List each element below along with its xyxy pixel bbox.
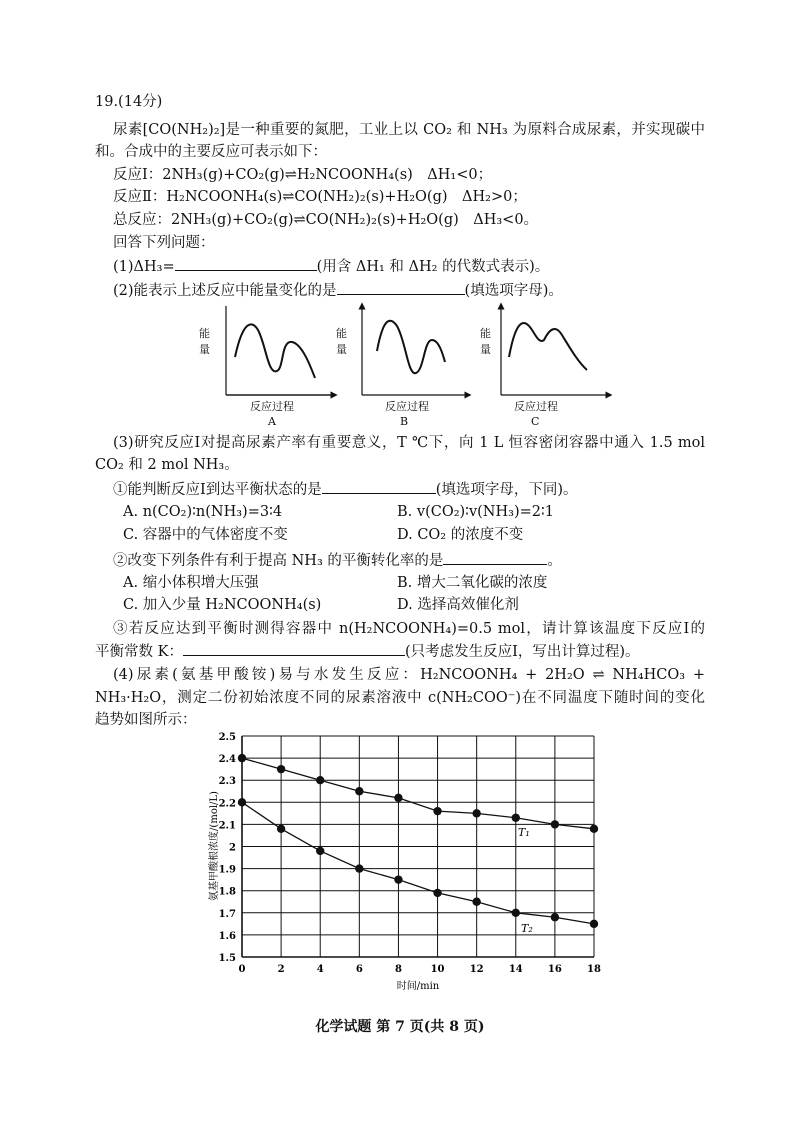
x-tick-label: 4 xyxy=(316,964,324,975)
reaction-1: 反应Ⅰ：2NH₃(g)+CO₂(g)⇌H₂NCOONH₄(s) ΔH₁<0； xyxy=(113,167,493,183)
x-tick-label: 12 xyxy=(469,964,484,975)
q2-option-a: A. 缩小体积增大压强 xyxy=(123,575,259,591)
x-tick-label: 8 xyxy=(394,964,402,975)
part4-line-2: NH₃·H₂O，测定二份初始浓度不同的尿素溶液中 c(NH₂COO⁻)在不同温度下随时间的变化 xyxy=(95,690,705,706)
data-point-series-2 xyxy=(512,909,520,917)
q2-option-b: B. 增大二氧化碳的浓度 xyxy=(397,575,548,591)
part4-line-1: (4)尿素(氨基甲酸铵)易与水发生反应：H₂NCOONH₄ + 2H₂O ⇌ NH₄HCO₃ + xyxy=(113,667,705,683)
x-tick-label: 6 xyxy=(355,964,363,975)
part1-pre: (1)ΔH₃= xyxy=(113,259,175,275)
data-point-series-1 xyxy=(355,787,363,795)
x-tick-label: 16 xyxy=(547,964,562,975)
data-point-series-2 xyxy=(590,920,598,928)
energy-option-b: B xyxy=(400,415,409,428)
part2-post: (填选项字母)。 xyxy=(464,283,563,299)
series-line-1 xyxy=(242,758,594,829)
energy-x-label-b: 反应过程 xyxy=(385,400,429,413)
y-tick-label: 2.3 xyxy=(218,776,236,788)
reaction-2: 反应Ⅱ：H₂NCOONH₄(s)⇌CO(NH₂)₂(s)+H₂O(g) ΔH₂>0； xyxy=(113,189,527,205)
x-tick-label: 18 xyxy=(587,964,601,975)
series-line-2 xyxy=(242,802,594,924)
x-tick-label: 10 xyxy=(430,964,445,975)
page-footer: 化学试题 第 7 页(共 8 页) xyxy=(315,1019,485,1035)
series-label-t1: T₁ xyxy=(518,826,530,839)
energy-x-label-c: 反应过程 xyxy=(514,400,558,413)
reaction-total: 总反应：2NH₃(g)+CO₂(g)⇌CO(NH₂)₂(s)+H₂O(g) ΔH₃<0。 xyxy=(113,212,539,228)
data-point-series-1 xyxy=(394,794,402,802)
q3-line-1: ③若反应达到平衡时测得容器中 n(H₂NCOONH₄)=0.5 mol，请计算该温度下反应Ⅰ的 xyxy=(113,621,705,637)
data-point-series-1 xyxy=(316,776,324,784)
y-tick-label: 1.6 xyxy=(218,930,236,942)
energy-option-c: C xyxy=(531,415,540,428)
data-point-series-2 xyxy=(277,825,285,833)
part1-post: (用含 ΔH₁ 和 ΔH₂ 的代数式表示)。 xyxy=(316,259,550,275)
q1-post: (填选项字母，下同)。 xyxy=(435,482,578,498)
q3-post: (只考虑发生反应Ⅰ，写出计算过程)。 xyxy=(404,644,640,660)
y-tick-label: 1.7 xyxy=(218,908,236,920)
data-point-series-1 xyxy=(551,820,559,828)
y-tick-label: 1.9 xyxy=(218,864,236,876)
q2-option-c: C. 加入少量 H₂NCOONH₄(s) xyxy=(123,597,322,613)
x-axis-label: 时间/min xyxy=(396,981,440,992)
energy-y-label-a: 能量 xyxy=(199,327,210,356)
q1-option-a: A. n(CO₂)∶n(NH₃)=3∶4 xyxy=(123,504,283,520)
energy-option-a: A xyxy=(268,415,276,428)
y-tick-label: 1.8 xyxy=(218,886,236,898)
data-point-series-2 xyxy=(551,913,559,921)
question-number: 19.(14分) xyxy=(95,94,163,110)
x-tick-label: 14 xyxy=(508,964,523,975)
y-tick-label: 2 xyxy=(229,842,236,854)
q1-option-d: D. CO₂ 的浓度不变 xyxy=(397,527,524,543)
part3-intro-1: (3)研究反应Ⅰ对提高尿素产率有重要意义，T ℃下，向 1 L 恒容密闭容器中通入 1.5 mol xyxy=(113,435,705,451)
data-point-series-2 xyxy=(472,898,480,906)
x-tick-label: 2 xyxy=(277,964,285,975)
y-tick-label: 2.2 xyxy=(218,798,236,810)
y-tick-label: 1.5 xyxy=(218,953,236,964)
intro-line-1: 尿素[CO(NH₂)₂]是一种重要的氮肥，工业上以 CO₂ 和 NH₃ 为原料合成尿素，并实现碳中 xyxy=(113,122,705,138)
data-point-series-1 xyxy=(472,809,480,817)
y-tick-label: 2.1 xyxy=(218,820,236,832)
intro-line-2: 和。合成中的主要反应可表示如下： xyxy=(95,144,327,160)
x-tick-label: 0 xyxy=(238,964,246,975)
q2-option-d: D. 选择高效催化剂 xyxy=(397,597,519,613)
y-tick-label: 2.5 xyxy=(218,732,236,743)
data-point-series-2 xyxy=(355,864,363,872)
q1-option-b: B. v(CO₂)∶v(NH₃)=2∶1 xyxy=(397,504,554,520)
y-axis-label: 氨基甲酸根浓度/(mol/L) xyxy=(209,791,220,901)
q2-post: 。 xyxy=(547,553,562,569)
part2-pre: (2)能表示上述反应中能量变化的是 xyxy=(113,283,337,299)
q2-pre: ②改变下列条件有利于提高 NH₃ 的平衡转化率的是 xyxy=(113,553,444,569)
data-point-series-2 xyxy=(394,875,402,883)
q1-option-c: C. 容器中的气体密度不变 xyxy=(123,527,288,543)
data-point-series-2 xyxy=(238,798,246,806)
series-label-t2: T₂ xyxy=(521,922,533,935)
data-point-series-1 xyxy=(512,814,520,822)
y-tick-label: 2.4 xyxy=(218,754,236,766)
data-point-series-2 xyxy=(316,847,324,855)
q3-pre: 平衡常数 K： xyxy=(95,644,183,660)
data-point-series-2 xyxy=(433,889,441,897)
data-point-series-1 xyxy=(238,754,246,762)
part3-intro-2: CO₂ 和 2 mol NH₃。 xyxy=(95,457,239,473)
answer-prompt: 回答下列问题： xyxy=(113,235,215,251)
energy-y-label-c: 能量 xyxy=(480,327,491,356)
data-point-series-1 xyxy=(433,807,441,815)
q1-pre: ①能判断反应Ⅰ到达平衡状态的是 xyxy=(113,482,322,498)
data-point-series-1 xyxy=(277,765,285,773)
data-point-series-1 xyxy=(590,825,598,833)
energy-x-label-a: 反应过程 xyxy=(250,400,294,413)
part4-line-3: 趋势如图所示： xyxy=(95,712,197,728)
energy-y-label-b: 能量 xyxy=(336,327,347,356)
